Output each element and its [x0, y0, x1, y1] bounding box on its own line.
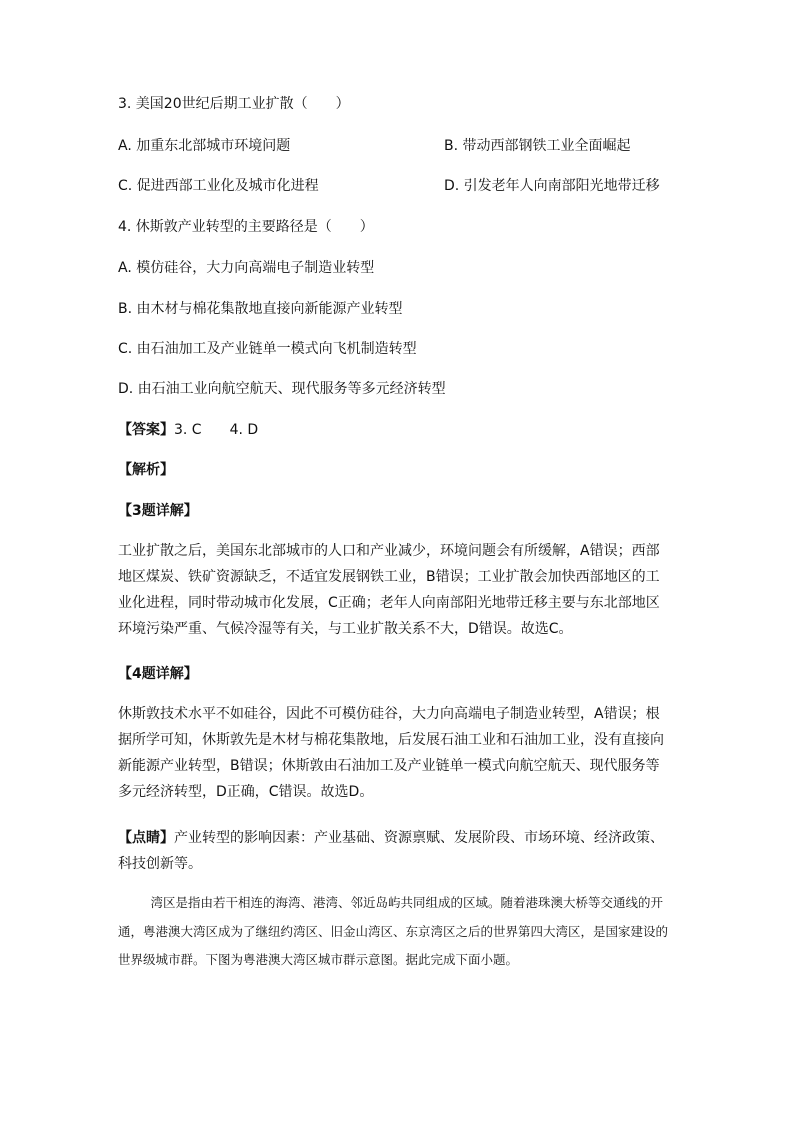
q3-stem: 3. 美国20世纪后期工业扩散（ ） — [118, 96, 350, 112]
q4-option-c: C. 由石油加工及产业链单一模式向飞机制造转型 — [118, 341, 417, 357]
analysis-label: 【解析】 — [118, 462, 174, 478]
q3-option-b: B. 带动西部钢铁工业全面崛起 — [444, 138, 631, 154]
answer-q4: 4. D — [229, 422, 259, 438]
q3-option-a: A. 加重东北部城市环境问题 — [118, 138, 291, 154]
tip-label: 【点睛】 — [118, 830, 174, 846]
answer-label: 【答案】 — [118, 422, 174, 438]
detail4-text: 休斯敦技术水平不如硅谷，因此不可模仿硅谷，大力向高端电子制造业转型，A错误；根据所学可知，休斯敦先是木材与棉花集散地，后发展石油工业和石油加工业，没有直接向新能源产业转型，B错误；休斯敦由石油加工及产业链单一模式向航空航天、现代服务等多元经济转型，D正确，C错误。故选D。 — [118, 706, 664, 800]
tip-text: 产业转型的影响因素：产业基础、资源禀赋、发展阶段、市场环境、经济政策、科技创新等。 — [118, 830, 664, 872]
detail3-text: 工业扩散之后，美国东北部城市的人口和产业减少，环境问题会有所缓解，A错误；西部地区煤炭、铁矿资源缺乏，不适宜发展钢铁工业，B错误；工业扩散会加快西部地区的工业化进程，同时带动城市化发展，C正确；老年人向南部阳光地带迁移主要与东北部地区环境污染严重、气候冷湿等有关，与工业扩散关系不大，D错误。故选C。 — [118, 543, 660, 637]
q4-option-b: B. 由木材与棉花集散地直接向新能源产业转型 — [118, 301, 403, 317]
q4-option-d: D. 由石油工业向航空航天、现代服务等多元经济转型 — [118, 381, 446, 397]
tip — [118, 825, 673, 877]
answer-line — [118, 420, 258, 440]
q4-option-a: A. 模仿硅谷，大力向高端电子制造业转型 — [118, 260, 375, 276]
answer-q3: 3. C — [174, 422, 202, 438]
intro-paragraph: 湾区是指由若干相连的海湾、港湾、邻近岛屿共同组成的区域。随着港珠澳大桥等交通线的开通，粤港澳大湾区成为了继纽约湾区、旧金山湾区、东京湾区之后的世界第四大湾区，是国家建设的世界级城市群。下图为粤港澳大湾区城市群示意图。据此完成下面小题。 — [118, 895, 669, 967]
detail3-label: 【3题详解】 — [118, 503, 198, 519]
q4-stem: 4. 休斯敦产业转型的主要路径是（ ） — [118, 219, 374, 235]
q3-option-c: C. 促进西部工业化及城市化进程 — [118, 178, 319, 194]
detail4-label: 【4题详解】 — [118, 666, 198, 682]
q3-option-d: D. 引发老年人向南部阳光地带迁移 — [444, 178, 660, 194]
